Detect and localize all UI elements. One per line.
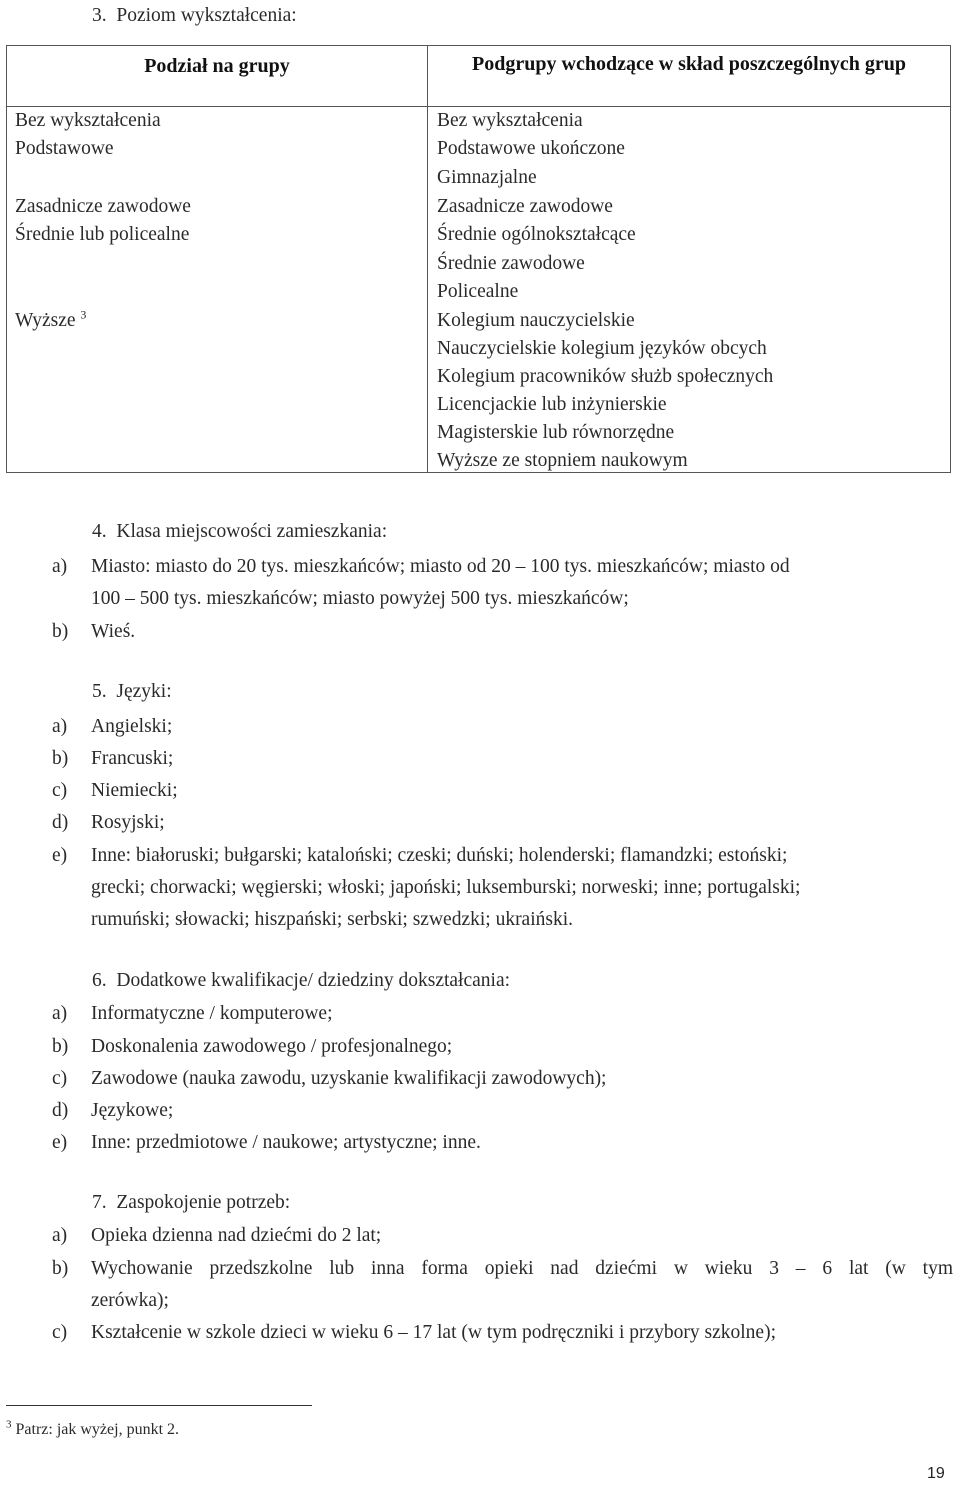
group-cell: Bez wykształcenia (15, 110, 161, 131)
section-3-heading: 3. Poziom wykształcenia: (92, 5, 297, 26)
list-marker: a) (52, 1225, 68, 1246)
list-item-continuation: rumuński; słowacki; hiszpański; serbski; szwedzki; ukraiński. (91, 909, 574, 930)
list-marker: e) (52, 845, 68, 866)
subgroup-cell: Średnie zawodowe (437, 253, 585, 274)
subgroup-cell: Magisterskie lub równorzędne (437, 422, 675, 443)
list-marker: a) (52, 716, 68, 737)
list-item: Inne: białoruski; bułgarski; kataloński; czeski; duński; holenderski; flamandzki; estoński; (91, 845, 788, 866)
list-item: Francuski; (91, 748, 174, 769)
footnote-ref: 3 (80, 307, 87, 322)
list-item: Językowe; (91, 1100, 174, 1121)
group-cell: Podstawowe (15, 138, 114, 159)
list-marker: a) (52, 1003, 68, 1024)
subgroup-cell: Policealne (437, 281, 519, 302)
list-item-continuation: 100 – 500 tys. mieszkańców; miasto powyżej 500 tys. mieszkańców; (91, 588, 629, 609)
subgroup-cell: Podstawowe ukończone (437, 138, 625, 159)
subgroup-cell: Licencjackie lub inżynierskie (437, 394, 667, 415)
list-item-continuation: grecki; chorwacki; węgierski; włoski; japoński; luksemburski; norweski; inne; portugalski; (91, 877, 801, 898)
list-item-continuation: zerówka); (91, 1290, 169, 1311)
list-item: Opieka dzienna nad dziećmi do 2 lat; (91, 1225, 382, 1246)
education-table (6, 45, 951, 473)
subgroup-cell: Kolegium nauczycielskie (437, 310, 635, 331)
section-6-heading: 6. Dodatkowe kwalifikacje/ dziedziny dokształcania: (92, 970, 511, 991)
footnote-number: 3 (6, 1418, 12, 1431)
list-item: Inne: przedmiotowe / naukowe; artystyczne; inne. (91, 1132, 481, 1153)
subgroup-cell: Średnie ogólnokształcące (437, 224, 636, 245)
group-cell: Zasadnicze zawodowe (15, 196, 191, 217)
list-item: Informatyczne / komputerowe; (91, 1003, 333, 1024)
footnote-text: Patrz: jak wyżej, punkt 2. (15, 1421, 180, 1438)
table-column-divider (427, 46, 428, 472)
table-header-groups: Podział na grupy (144, 55, 290, 77)
list-marker: c) (52, 1068, 68, 1089)
subgroup-cell: Kolegium pracowników służb społecznych (437, 366, 774, 387)
section-4-heading: 4. Klasa miejscowości zamieszkania: (92, 521, 388, 542)
list-marker: b) (52, 1036, 69, 1057)
list-marker: b) (52, 1258, 69, 1279)
table-header-subgroups: Podgrupy wchodzące w skład poszczególnych grup (472, 53, 906, 75)
page-number: 19 (927, 1465, 945, 1482)
group-cell: Średnie lub policealne (15, 224, 190, 245)
list-marker: d) (52, 1100, 69, 1121)
list-item: Wychowanie przedszkolne lub inna forma opieki nad dziećmi w wieku 3 – 6 lat (w tym (91, 1258, 953, 1279)
list-marker: a) (52, 556, 68, 577)
subgroup-cell: Wyższe ze stopniem naukowym (437, 450, 688, 471)
footnote-separator (6, 1405, 312, 1406)
list-item: Zawodowe (nauka zawodu, uzyskanie kwalifikacji zawodowych); (91, 1068, 607, 1089)
section-7-heading: 7. Zaspokojenie potrzeb: (92, 1192, 291, 1213)
list-marker: c) (52, 1322, 68, 1343)
footnote (6, 1420, 179, 1440)
list-marker: c) (52, 780, 68, 801)
list-marker: b) (52, 748, 69, 769)
list-item: Kształcenie w szkole dzieci w wieku 6 – 17 lat (w tym podręczniki i przybory szkolne); (91, 1322, 776, 1343)
section-5-heading: 5. Języki: (92, 681, 172, 702)
list-item: Wieś. (91, 621, 136, 642)
subgroup-cell: Nauczycielskie kolegium języków obcych (437, 338, 767, 359)
subgroup-cell: Bez wykształcenia (437, 110, 583, 131)
group-cell: Wyższe $^3$ (15, 307, 87, 331)
list-marker: d) (52, 812, 69, 833)
subgroup-cell: Gimnazjalne (437, 167, 537, 188)
list-item: Doskonalenia zawodowego / profesjonalnego; (91, 1036, 453, 1057)
list-item: Angielski; (91, 716, 173, 737)
list-marker: b) (52, 621, 69, 642)
subgroup-cell: Zasadnicze zawodowe (437, 196, 613, 217)
list-item: Miasto: miasto do 20 tys. mieszkańców; miasto od 20 – 100 tys. mieszkańców; miasto od (91, 556, 790, 577)
list-item: Niemiecki; (91, 780, 178, 801)
list-marker: e) (52, 1132, 68, 1153)
list-item: Rosyjski; (91, 812, 165, 833)
